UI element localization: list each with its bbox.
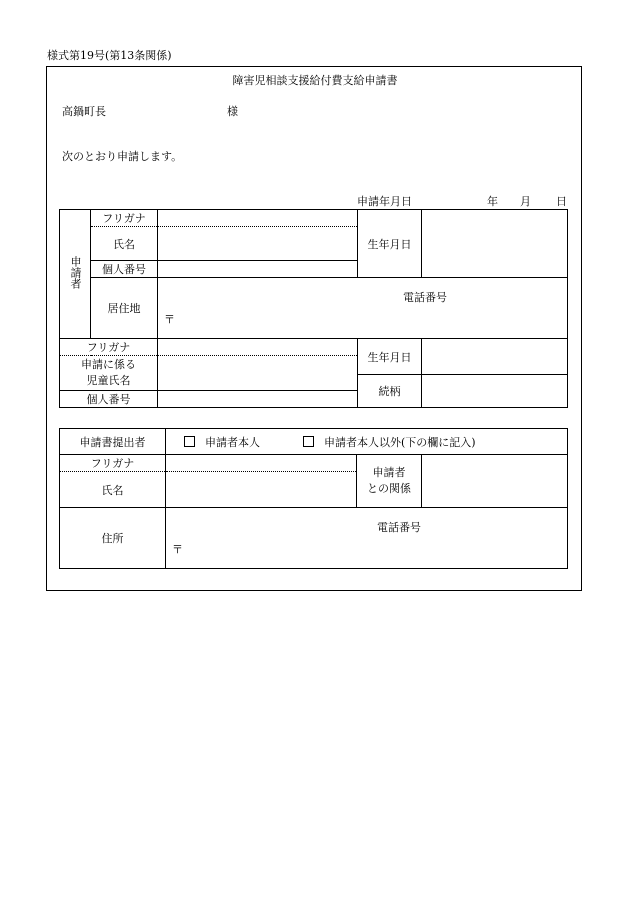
applicant-group-label: 申請者 xyxy=(60,210,91,339)
date-day-label: 日 xyxy=(556,195,567,208)
child-personal-number-field[interactable] xyxy=(158,391,358,408)
applicant-name-field[interactable] xyxy=(158,227,358,261)
applicant-table xyxy=(59,209,568,408)
applicant-furigana-label: フリガナ xyxy=(91,210,158,227)
applicant-furigana-field[interactable] xyxy=(158,210,358,227)
date-month-label: 月 xyxy=(520,195,531,208)
child-relationship-label: 続柄 xyxy=(358,375,422,408)
other-option-label: 申請者本人以外(下の欄に記入) xyxy=(324,435,476,449)
applicant-personal-number-field[interactable] xyxy=(158,261,358,278)
submitter-options xyxy=(166,429,568,455)
submitter-furigana-label: フリガナ xyxy=(60,455,166,472)
child-birthdate-field[interactable] xyxy=(422,339,568,375)
intro-text: 次のとおり申請します。 xyxy=(62,150,183,163)
submitter-furigana-field[interactable] xyxy=(166,455,357,472)
submitter-address-field[interactable] xyxy=(166,508,568,569)
submitter-name-label: 氏名 xyxy=(60,472,166,508)
form-title: 障害児相談支援給付費支給申請書 xyxy=(232,74,398,87)
applicant-address-label: 居住地 xyxy=(91,278,158,339)
other-checkbox[interactable] xyxy=(303,436,314,447)
addressee-name: 高鍋町長 xyxy=(62,105,106,118)
applicant-birthdate-label: 生年月日 xyxy=(358,210,422,278)
submitter-relation-field[interactable] xyxy=(422,455,568,508)
date-year-label: 年 xyxy=(487,195,498,208)
submitter-relation-label: 申請者 との関係 xyxy=(357,455,422,508)
child-furigana-field[interactable] xyxy=(158,339,358,356)
applicant-name-label: 氏名 xyxy=(91,227,158,261)
child-personal-number-label: 個人番号 xyxy=(60,391,158,408)
child-name-field[interactable] xyxy=(158,356,358,391)
submitter-phone-label: 電話番号 xyxy=(377,521,421,534)
applicant-personal-number-label: 個人番号 xyxy=(91,261,158,278)
form-number-label: 様式第19号(第13条関係) xyxy=(47,49,172,62)
applicant-phone-label: 電話番号 xyxy=(403,291,447,304)
submitter-name-field[interactable] xyxy=(166,472,357,508)
addressee-honorific: 様 xyxy=(227,105,238,118)
submitter-label: 申請書提出者 xyxy=(60,429,166,455)
application-date-label: 申請年月日 xyxy=(357,195,412,208)
submitter-address-label: 住所 xyxy=(60,508,166,569)
self-checkbox[interactable] xyxy=(184,436,195,447)
child-furigana-label: フリガナ xyxy=(60,339,158,356)
applicant-birthdate-field[interactable] xyxy=(422,210,568,278)
submitter-table xyxy=(59,428,568,569)
child-birthdate-label: 生年月日 xyxy=(358,339,422,375)
child-relationship-field[interactable] xyxy=(422,375,568,408)
zip-mark: 〒 xyxy=(164,313,175,326)
child-name-label: 申請に係る 児童氏名 xyxy=(60,356,158,391)
self-option-label: 申請者本人 xyxy=(205,435,260,449)
applicant-address-field[interactable] xyxy=(158,278,568,339)
submitter-zip-mark: 〒 xyxy=(172,543,183,556)
